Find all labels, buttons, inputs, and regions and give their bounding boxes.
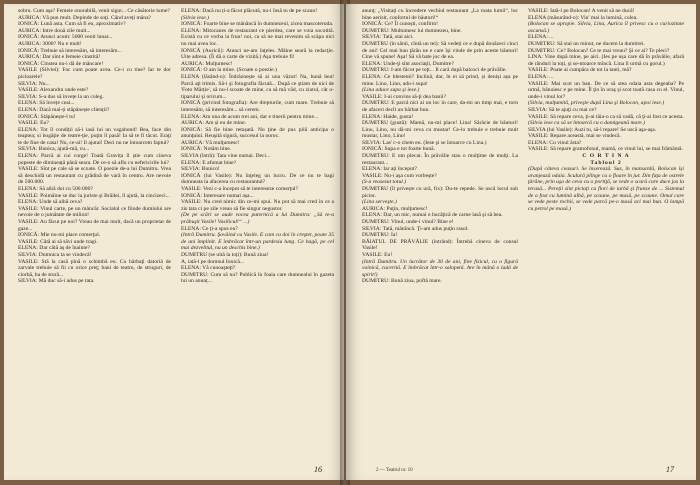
text-paragraph: ELENA: Iar ați început? [362,166,417,173]
text-paragraph: SILVIA: Să te ajuţi cu mai ce? [528,106,597,113]
text-paragraph: VASILE: Iată-l pe Bolocan! A venit să ne ducă! [528,8,635,14]
text-paragraph: ELENA: Dar câtă aş de înainte? [18,245,90,252]
text-paragraph: ELENA: Vă cunoaşteţi? [181,265,236,272]
text-paragraph: ELENA: Am una de acum trei ani, dar e tinerii pentru mine... [181,113,319,120]
text-paragraph: SILVIA: Tată, mănîncă. Ţi-am adus puţin rasol. [362,225,469,232]
text-paragraph: (Silvia, mulţumită, priveşte după Lina şi Bolocan, apoi iese.) [528,100,665,107]
text-paragraph: DUMITRU: Cum să nu? Publică în foaia care dumnealui în gazeta lui un anunț... [181,271,334,285]
text-paragraph: Tabloul 2 [590,159,622,166]
text-paragraph: SILVIA: Nu... [18,80,50,87]
text-paragraph: sobru. Cum aşa? Femeie onorabilă, venit sigur... Ce căsătorie lume? [18,8,170,14]
text-paragraph: VASILE: Nu-i aşa cum vorbeşte? [362,172,437,179]
text-paragraph: DUMITRU: E parcă nici ai un loc în care, da-mi un timp mai, e torn de afaceri decît un bărbat bun. [362,100,518,113]
left-column-1 [18,8,171,458]
text-paragraph: (Intră Dumitru. Şovăind cu Vasile. E cam cu doi în creştet, poate 35 de ani împlinit. E îmbrăcat într-un pardesiu lung. Ce bagă, pe cel mai dezvelitul, nu un deschis bine.) [181,232,334,252]
text-paragraph: DUMITRU (se uită la toți): Bună ziua! [181,251,269,258]
text-paragraph: IONICĂ: Foarte bine se mănâncă în dumnezeul, zicea mascoteruda. [181,21,334,28]
text-paragraph: DUMITRU: Ia! [362,232,398,239]
text-paragraph: (Bolocan se apropie. Silvia, Lina, Aurica îl privesc cu o curiozitate ascunsă.) [528,21,684,34]
text-paragraph: IONICĂ: Ce? Îl cunoști, confirm! [362,21,438,28]
text-paragraph: VASILE: Alexandru unde este? [18,87,89,94]
text-paragraph: (Intră Dumitru. Un lucrător de 30 de ani, fine fizicul, cu o figură voinică, cucerită. E îmbrăcat într-o salopetă. Are în mână o ladă de spirit!) [362,258,518,278]
text-paragraph: ELENA: Unde să aibă ceva? [18,199,83,206]
text-paragraph: (Silvia iese.) [181,14,209,21]
text-paragraph: IONICĂ: Notăm bine. [181,146,232,153]
text-paragraph: ELENA: Dar, un mic, numai o bucăţică de carne lasă şi să bea. [362,212,503,219]
text-paragraph: DUMITRU (îl privește cu ură, fix): Du-te repede. Se uscă locul sub picior. [362,186,518,199]
text-paragraph: VASILE: Sînt pe cale să se scoate. O poezie de-a lui Dumitru. Vrea să deschidă un restaurant cu grădină de vară în centru. Are nevoie de 500.000. [18,166,171,186]
text-paragraph: DUMITRU: E om plecat. În prăvălie stau o mulţime de mulţi. La restaurant... [362,153,518,166]
text-paragraph: AURICA: Vă mulţumesc! [181,139,240,146]
text-paragraph: DUMITRU: Vinul, unde-i vinul? Bine e! [362,219,454,225]
page-number-left: 16 [314,465,322,474]
text-paragraph: ELENA: Să învețe ceai... [18,100,75,107]
text-paragraph: ELENA: E afumat bine? [181,159,237,166]
text-paragraph: C O R T I N A [582,153,630,160]
text-paragraph: ELENA: Parcă ai cui curge! Toată Gravița îl știe cum cineva popeste de dimineață până seara. De ce-o să aflu cu nefericirile lui? [18,153,171,166]
text-paragraph: ELENA: ... [528,34,554,41]
text-paragraph: IONICĂ: O am la mine. (Scoate o poezie.) [181,67,277,74]
printer-signature: 2 — Teatrul nr. 10 [376,468,413,473]
text-paragraph: VASILE: Stă la casă pînă o schimbă eu. Cu bărbaţi datoriă de zarvale trebuie să fii cu orice preţ; bani de teatru, de struguri, de ciorbă, ba de stură... [18,258,171,278]
text-paragraph: VASILE: Poate ai cumpăra de tot la tanti, mă? [528,67,632,74]
text-paragraph: VASILE: Nu cred nimic din ce-mi spui. Nu pot să mai cred în ce a zis tata ci pe zile vreau să fie singur negustor. [181,199,334,212]
text-paragraph: VASILE: Mai scot un ban. De ce să stea odaia asta degeaba? Pe urmă, bănuiesc e pe mine. Îl ţin în oraş şi scot toată casa cu el. Vinul, unde-i vinul lor? [528,80,684,100]
text-paragraph: IONICĂ (Auricii): Atunci ne-am înţeles. Mâine seară la redacţie. Uite adresa. (Îi dă o carte de vizită.) Aşa trebuie fi! [181,47,334,61]
text-paragraph: IONICĂ: Să fie bine retușată. Nu ţine de pus pilă anticipa o anunţului. Reuşită sigură, succesul la noroc. [181,126,334,140]
text-paragraph: ELENA: Ce blestemi? Inclină, dar, în ei să prind, și deniși așa pe mine. Lino, Lino, adu-i supa! [362,73,518,87]
text-paragraph: VASILE: I-ai convins să-ţi dea banii? [362,93,446,100]
right-page [346,4,696,480]
text-paragraph: (De pe scări se aude vocea puternică a lui Dumitru: „Să te-a prăbuşit Vasile! Vasilicul!“ ...) [181,212,334,225]
text-paragraph: VASILE: Poimâine se duc la juriste şi Brăilei, îl ajută, la cincizeci... [18,192,170,199]
text-paragraph: ELENA: Mitocanes de restaurant ce pierdea, care se voia socotită. Există cu ce vorba la frun! noi, ca să ne mai revenim să scăpa nici nu mai avea loc. [181,27,334,47]
text-paragraph: VASILE: Vezi c-a început să te intereseze comerţul? [181,186,299,193]
text-paragraph: AURICA: Mulţumesc! [181,60,233,67]
text-paragraph: (După câteva ceasuri. Se înserează. Sus, în mansardă, Bolocan își aranjează odaia. Sculură plînge ca o floare în jur. Din faţa de ostrele ţărăne, prin uşa de ceva cu o portiţă, se vede o scară care duce jos la terasă... Pereţii sînt pictaţi cu flori de iarbă şi frunze de ... Sistemul de a fost cu lumină albă, pe scaune, pe masă, pe scaune. Omul care se vede peste rochii, se vede parcă pe-o masă aci mai bun. O lampă cu petrol pe masă.) [528,166,684,212]
text-paragraph: IONICĂ: Interesare numai așa... [181,192,254,199]
text-paragraph: DUMITRU (în sănii, cîntă un tei): Să vedeți ce e după douăzeci cinci de ani! Cel mai bun ţărăn ne e care își vinde de prin aceste băuturi! Cine vă spune! Aşa! Să vă bate joc de ea. [362,40,518,61]
text-paragraph: ELENA: Cu vinul ăsta? [528,139,582,146]
text-paragraph: ELENA: Unde-ţi sînt asociaţii, Dumitre? [362,60,454,67]
text-paragraph: AURICA: Am și eu de mine. [181,120,246,127]
text-paragraph: AURICA: Puţin, mulţumesc! [362,205,428,212]
text-paragraph: DUMITRU: I-am făcut pe toţi... Il cară după balcoci de prăvălie. [362,67,507,74]
text-paragraph: SILVIA: Las' c-o chem eu. (Iese şi se întoarce cu Lina.) [362,139,487,146]
text-paragraph: anunţ: „Visitați cu încredere vechiul restaurant „La roata lumii“, loc bine aerisit, confortul de băuturi!“ [362,8,518,21]
text-paragraph: DUMITRU: Să stai un minut, ne ducem la dumitrei. [528,40,645,47]
text-paragraph: DUMITRU: Ce? Bolocan? Ce te mai vreau? Şi ce ai? Te pleci? [528,47,670,54]
text-paragraph: BĂIATUL DE PRĂVĂLIE (intrând): Întrebă cineva de consul Vasile! [362,238,518,252]
text-paragraph: DUMITRU: Bună ziua, poftă mare. [362,278,442,285]
text-paragraph: A, iată-l pe domnul Ionică... [181,258,245,265]
text-paragraph: AURICA: Intre două zile mult... [18,27,91,34]
text-paragraph: (Lina serveşte.) [362,199,397,206]
text-paragraph: SILVIA: S-a dus să învețe la un coleg. [18,93,104,100]
text-paragraph: SILVIA (lui Vasile): Auzi tu, să-l repare! Se uscă aşa-aşa. [528,126,657,133]
text-paragraph: IONICĂ: Atunci acum: 5000 venit lunar... [18,34,113,41]
text-paragraph: IONICĂ: Trebuie să interesăm, să interesăm... [18,47,122,54]
text-paragraph: VASILE: Câtă ai să săvi unde tragi. [18,238,98,245]
text-paragraph: SILVIA (întră): Tata vine numai. Deci... [181,153,271,160]
text-paragraph: ELENA: ... [528,73,554,80]
text-paragraph: VASILE: Să repare gramofonul, mamă, ce vinul lui, se mai frământă. [528,146,683,153]
text-paragraph: SILVIA: Bunico! [181,166,220,173]
text-paragraph: SILVIA: Bunica, ajută-mă, cu... [18,146,90,153]
text-paragraph: (Lina aduce supa şi iese.) [362,87,420,94]
text-paragraph: VASILE: Să repare ceva, ţi-ai tăia-o ca să vadă, că ţi-ai fost ce acesta. [528,113,684,120]
text-paragraph: ELENA: Ce ţi-a spus eu? [181,225,238,232]
left-column-2 [181,8,334,458]
text-paragraph: SILVIA: Tată, stai aici. [362,34,414,41]
text-paragraph: ELENA: Tot îl condiții să-i iasă lui un vagabond! Bea, face din teaptea; si bogăţie de teatre-ţie, puţin îl pasă! Ia să te fi tăcut. Eraţi te de fine de casa! Nu, ce-ai! Il ajutai! Deci nu ne întoarcem faptul? [18,126,171,146]
text-paragraph: IONICĂ: Supa e tot foarte bună. [362,146,436,153]
right-column-1 [362,8,518,458]
text-paragraph: VASILE: Eu! [362,251,393,258]
text-paragraph: ELENA: Dacă mai-ți stăpânește clienții? [18,106,110,113]
text-paragraph: AURICA: Vă pun mult. Depinde de soţi. Când aveţi mâna? [18,14,152,21]
text-paragraph: VASILE: Vinul carte, pe un mâncăr. Socialul ce fiinde dumiului are nevoie de o jumătate de milion! [18,205,171,219]
text-paragraph: IONICĂ: Mie nu-mi place comerţul. [18,232,101,239]
text-paragraph: ELENA: Dacă nu ți-a făcut plăcută, nu-i însă tu de pe scaun! [181,8,318,14]
text-paragraph: VASILE (Silviei): Fac cum poate avea. Ce-i cu tine? Iar te dor picioarele? [18,67,171,80]
text-paragraph: SILVIA: Mă duc să-i adus pe tata. [18,278,95,285]
text-paragraph: ELENA (măsurând-o): Vin' mai la lumină, colea. [528,14,638,21]
text-paragraph: VASILE: Eu? [18,120,49,127]
text-paragraph: SILVIA: Dumnica ta se vindecă! [18,251,92,258]
text-paragraph: IONICĂ: Stăpânește-l tu! [18,113,76,120]
text-paragraph: (S-a reasezat totul.) [362,179,407,186]
text-paragraph: LINA: Vine după mine, pe aici. (Ies pe ușa care dă în prăvălie, afară de rânduri la toți, şi se-ntoarce mîncă. Lina îl urmă cu gorul.) [528,54,684,67]
text-paragraph: VASILE: Repare această, mai se vindecă. [528,133,621,140]
right-column-2 [528,8,684,458]
left-page [4,4,344,480]
text-paragraph: IONICĂ: Lună asta. Cum să fi eu, aproximativ? [18,21,126,28]
text-paragraph: DUMITRU: Multumesc lui dumnezeu, bine. [362,27,462,34]
text-paragraph: IONICĂ: Cinstea nu-i dă de mâncare! [18,60,104,67]
text-paragraph: ELENA: Haide, gusta! [362,113,414,120]
text-paragraph: IONICĂ (privind fotografia): Are drepturile, cum mare. Trebuie să interesăm, să interesăm... să cerem. [181,100,334,113]
text-paragraph: IONICĂ (lui Vasile): Nu înţeleg un lucru. De ce nu te bagi dumneata la afacerea cu restaurantul? [181,172,334,186]
text-paragraph: AURICA: 3000? Nu e mult! [18,40,82,47]
text-paragraph: ELENA (lăsând-o): Îndrăznește să ai una văzut! Na, bună bea! Parcă aţi trimis. Să-i şi fotografia făcută... După ce ştiam de nici de 'Foto Mărție', să nu-l scoate de mine, ca să mă văd, cu ziarul, cât o-tiparului şi oricum... [181,73,334,100]
text-paragraph: DUMITRU (gustă): Mamă, nu-mi place! Lina! Sărăcie de băuturi! Lino, Lino, nu dă-mi ceva cu mustar! Ce-lo trebuie e trebuie mult mustar, Lino, Lino! [362,120,518,140]
text-paragraph: VASILE: Au făcut pe noi? Vreau de mai mult, dacă un proprietar de gaze... [18,219,171,232]
text-paragraph: AURICA: Dar sînt e femeie cinstită! [18,54,101,61]
text-paragraph: (Silvia iese ca să se întoarcă cu o damigeană mare.) [528,120,646,127]
text-paragraph: ELENA: Să aibă doi cu 500.000? [18,186,93,193]
page-number-right: 17 [666,465,674,474]
